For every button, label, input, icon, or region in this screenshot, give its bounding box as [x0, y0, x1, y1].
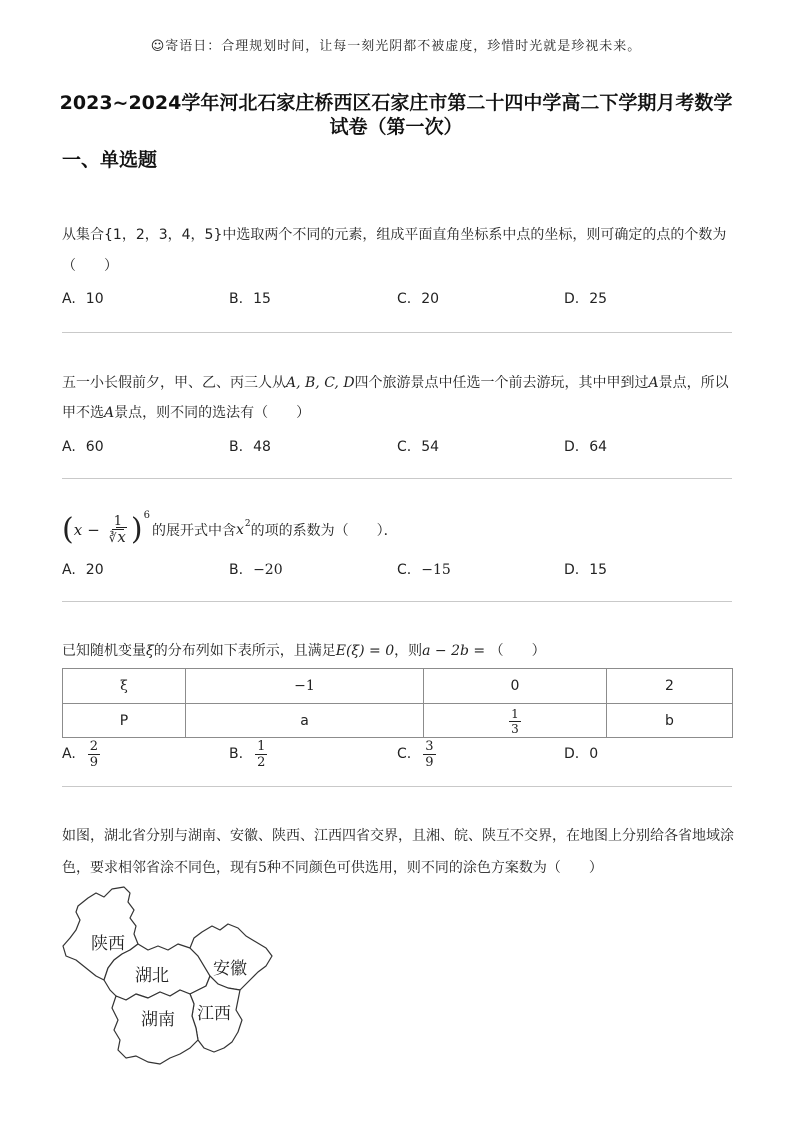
fraction-numerator: 1 — [511, 706, 519, 721]
option-letter: B. — [229, 746, 244, 762]
stem-text: 景点，所以 — [658, 375, 729, 391]
option-letter: C. — [397, 439, 412, 455]
distribution-table — [62, 668, 733, 738]
q2-option-a — [62, 437, 104, 457]
option-value: 0 — [589, 746, 599, 762]
question-divider — [62, 601, 732, 602]
table-fraction — [509, 707, 521, 736]
option-value: 48 — [253, 439, 271, 455]
option-letter: D. — [564, 562, 580, 578]
option-fraction — [88, 739, 100, 770]
table-cell: 0 — [424, 669, 607, 704]
stem-text: 景点，则不同的选法有（ ） — [114, 405, 311, 421]
table-cell: −1 — [186, 669, 424, 704]
minus-sign: − — [87, 521, 100, 539]
fraction-denominator: 9 — [425, 754, 434, 770]
table-row-values — [63, 669, 733, 704]
stem-math: A — [648, 375, 659, 391]
q4-options — [62, 738, 732, 770]
option-value: 25 — [589, 291, 608, 307]
stem-text: 甲不选 — [62, 405, 104, 421]
option-value: −20 — [253, 562, 283, 578]
option-value: 10 — [85, 291, 104, 307]
option-value: 20 — [85, 562, 104, 578]
expr-exponent: 6 — [143, 510, 150, 521]
term-variable: x — [235, 522, 244, 538]
q1-option-d — [564, 289, 607, 309]
q1-options — [62, 289, 732, 309]
stem-text: 色，要求相邻省涂不同色，现有 — [62, 860, 258, 876]
q3-option-a — [62, 560, 104, 580]
q4-option-b — [229, 738, 269, 770]
stem-math: ξ — [146, 643, 154, 659]
table-row-probs — [63, 704, 733, 738]
stem-math: E(ξ) = 0 — [335, 643, 395, 659]
stem-text: 的分布列如下表所示，且满足 — [153, 643, 336, 659]
stem-math: a − 2b = — [422, 643, 486, 659]
map-label-anhui: 安徽 — [213, 959, 247, 979]
q2-option-c — [397, 437, 439, 457]
q4-option-a — [62, 738, 102, 770]
fraction-denominator: 2 — [257, 754, 266, 770]
option-letter: A. — [62, 291, 76, 307]
fraction-denominator — [107, 530, 129, 546]
table-cell: b — [607, 704, 733, 738]
q2-stem-line1 — [62, 374, 729, 392]
stem-text: 的展开式中含 — [151, 523, 236, 539]
option-letter: D. — [564, 291, 580, 307]
table-cell-label: ξ — [63, 669, 186, 704]
option-letter: A. — [62, 439, 76, 455]
q5-stem-line2 — [62, 859, 603, 877]
expr-fraction — [107, 514, 129, 546]
stem-math: 5 — [258, 860, 267, 876]
stem-text: （ ） — [489, 643, 546, 659]
q1-stem-line2: （ ） — [62, 258, 118, 274]
q4-option-d — [564, 738, 598, 770]
option-letter: B. — [229, 562, 244, 578]
q1-option-c — [397, 289, 439, 309]
binomial-expression — [62, 510, 150, 550]
cube-root-icon: ∛ — [108, 531, 117, 545]
option-letter: B. — [229, 439, 244, 455]
option-letter: B. — [229, 291, 244, 307]
option-letter: D. — [564, 439, 580, 455]
q1-option-a — [62, 289, 104, 309]
stem-text: 已知随机变量 — [62, 643, 146, 659]
stem-text: 四个旅游景点中任选一个前去游玩，其中甲到过 — [354, 375, 649, 391]
option-value: 20 — [421, 291, 440, 307]
fraction-numerator: 2 — [89, 738, 99, 754]
exam-title-line1: 2023~2024学年河北石家庄桥西区石家庄市第二十四中学高二下学期月考数学 — [59, 92, 733, 114]
table-cell — [424, 704, 607, 738]
q3-stem — [62, 510, 398, 550]
table-cell: 2 — [607, 669, 733, 704]
province-map — [60, 883, 280, 1068]
q3-option-b — [229, 560, 283, 580]
question-divider — [62, 478, 732, 479]
option-value: 54 — [421, 439, 440, 455]
option-value: −15 — [421, 562, 451, 578]
fraction-numerator: 1 — [113, 514, 122, 529]
stem-text: 五一小长假前夕，甲、乙、丙三人从 — [62, 375, 286, 391]
q2-stem-line2 — [62, 404, 310, 422]
option-value: 15 — [589, 562, 608, 578]
option-letter: A. — [62, 746, 76, 762]
q2-option-b — [229, 437, 271, 457]
q3-options — [62, 560, 732, 580]
table-cell-label: P — [63, 704, 186, 738]
expr-variable: x — [73, 521, 83, 539]
option-letter: C. — [397, 746, 412, 762]
fraction-denominator: 3 — [511, 721, 519, 736]
fraction-numerator: 1 — [257, 738, 266, 754]
option-value: 15 — [253, 291, 271, 307]
exam-title-line2: 试卷（第一次） — [329, 116, 463, 138]
q4-stem — [62, 642, 546, 660]
map-label-jiangxi: 江西 — [197, 1004, 231, 1024]
option-letter: C. — [397, 562, 412, 578]
option-letter: C. — [397, 291, 412, 307]
stem-text: 种不同颜色可供选用，则不同的涂色方案数为（ ） — [266, 860, 603, 876]
table-cell: a — [186, 704, 424, 738]
question-divider — [62, 332, 732, 333]
stem-text: 的项的系数为（ ）． — [250, 523, 398, 539]
map-label-hubei: 湖北 — [135, 966, 169, 986]
option-value: 64 — [589, 439, 608, 455]
option-letter: D. — [564, 746, 580, 762]
section-heading: 一、单选题 — [62, 149, 158, 171]
stem-math: A, B, C, D — [286, 375, 355, 391]
option-letter: A. — [62, 562, 76, 578]
q2-option-d — [564, 437, 607, 457]
question-divider — [62, 786, 732, 787]
q3-option-d — [564, 560, 607, 580]
q4-option-c — [397, 738, 438, 770]
option-fraction — [255, 739, 267, 770]
fraction-numerator: 3 — [425, 738, 434, 754]
term-exponent: 2 — [244, 519, 251, 529]
motto-header: ☺寄语日：合理规划时间，让每一刻光阴都不被虚度，珍惜时光就是珍视未来。 — [150, 39, 642, 54]
map-label-shaanxi: 陕西 — [91, 934, 125, 954]
q1-stem-line1: 从集合{1，2，3，4，5}中选取两个不同的元素，组成平面直角坐标系中点的坐标，则可确定的点的个数为 — [62, 227, 727, 243]
q2-options — [62, 437, 732, 457]
stem-math: A — [104, 405, 115, 421]
q5-stem-line1: 如图，湖北省分别与湖南、安徽、陕西、江西四省交界，且湘、皖、陕互不交界，在地图上分别给各省地域涂 — [62, 828, 734, 844]
stem-text: ，则 — [394, 643, 423, 659]
map-label-hunan: 湖南 — [141, 1010, 175, 1030]
left-paren: ( — [62, 512, 74, 547]
q1-option-b — [229, 289, 271, 309]
fraction-denominator: 9 — [89, 754, 99, 770]
right-paren: ) — [130, 512, 143, 547]
option-fraction — [423, 739, 435, 770]
option-value: 60 — [85, 439, 104, 455]
radicand: x — [117, 528, 126, 546]
q3-option-c — [397, 560, 451, 580]
